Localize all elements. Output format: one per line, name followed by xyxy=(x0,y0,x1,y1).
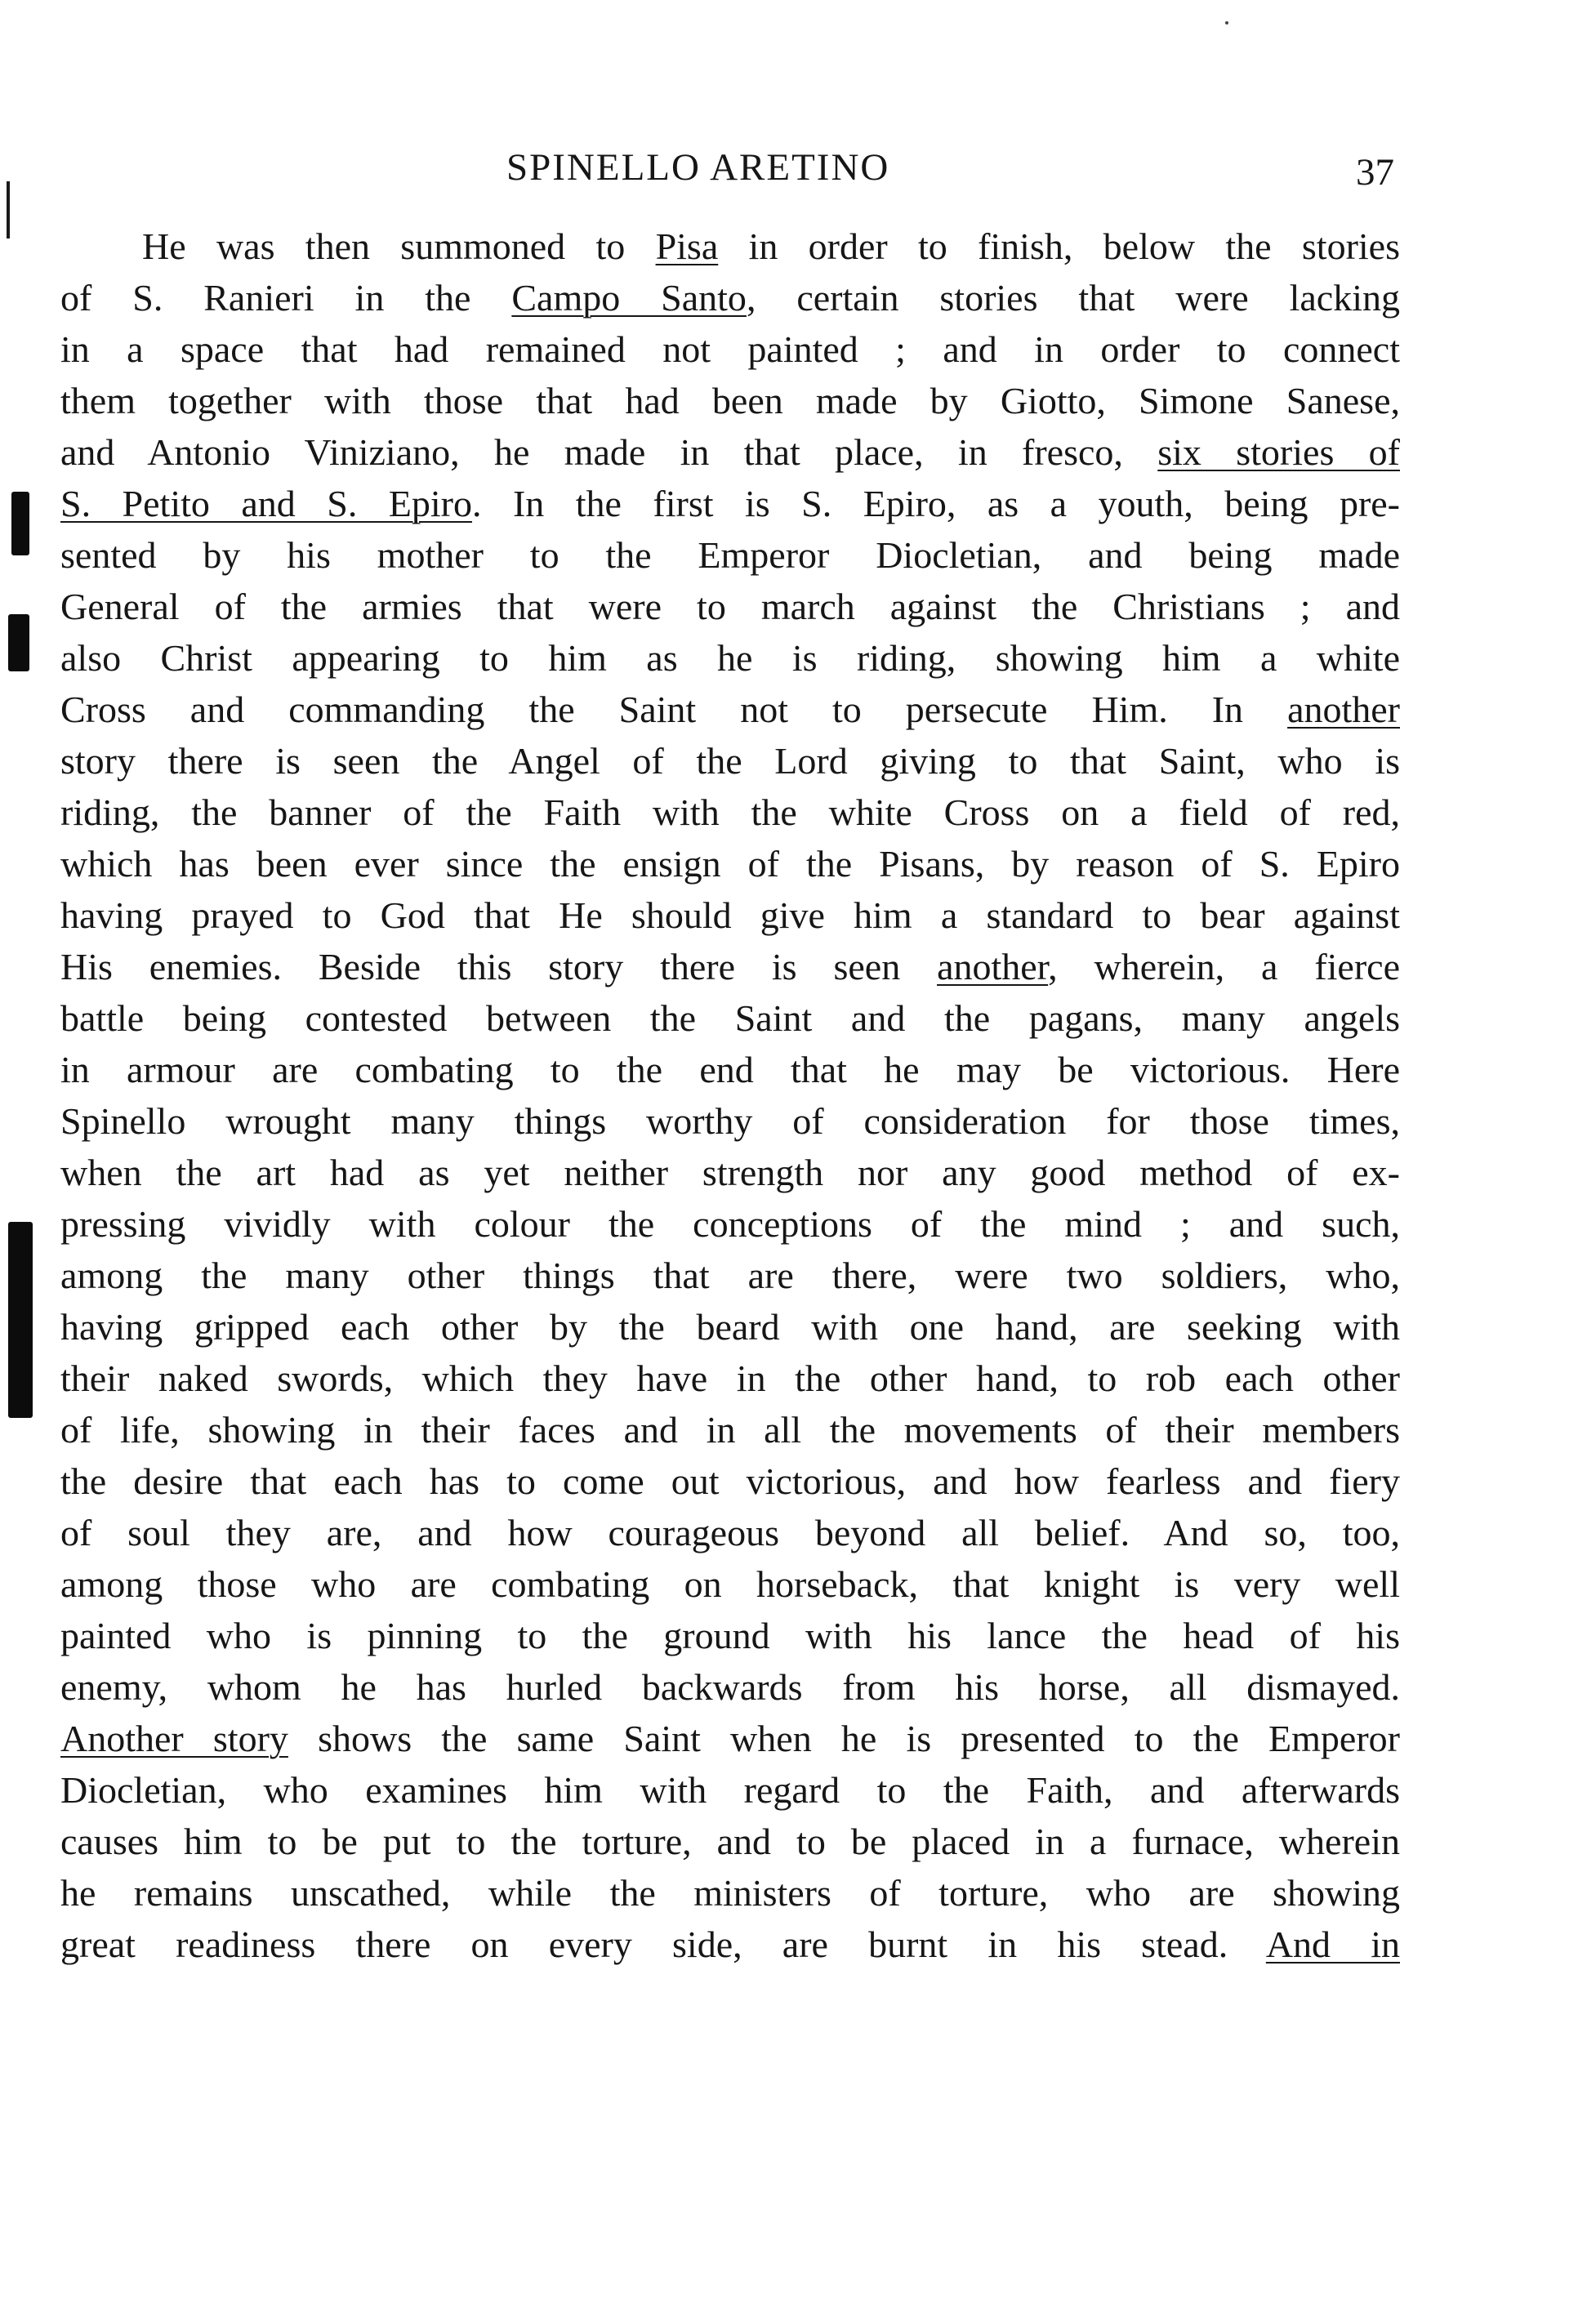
text-line: Another story shows the same Saint when he is presented to the Emperor xyxy=(60,1718,1400,1759)
text-line: of S. Ranieri in the Campo Santo, certain stories that were lacking xyxy=(60,277,1400,319)
text-line: of life, showing in their faces and in all the movements of their members xyxy=(60,1409,1400,1451)
text-line: the desire that each has to come out victorious, and how fearless and fiery xyxy=(60,1460,1400,1502)
text-line: great readiness there on every side, are burnt in his stead. And in xyxy=(60,1923,1400,1965)
underlined-phrase: Pisa xyxy=(655,225,719,267)
text-line: having prayed to God that He should give him a standard to bear against xyxy=(60,894,1400,936)
text-line: Cross and commanding the Saint not to persecute Him. In another xyxy=(60,689,1400,730)
text-line: of soul they are, and how courageous beyond all belief. And so, too, xyxy=(60,1512,1400,1553)
underlined-phrase: another xyxy=(1287,689,1400,730)
text-line: when the art had as yet neither strength nor any good method of ex- xyxy=(60,1152,1400,1193)
underlined-phrase: S. Petito and S. Epiro xyxy=(60,483,472,524)
margin-ink-mark xyxy=(8,614,29,671)
running-head xyxy=(0,139,1596,196)
text-line: in armour are combating to the end that he may be victorious. Here xyxy=(60,1049,1400,1090)
text-line: story there is seen the Angel of the Lord giving to that Saint, who is xyxy=(60,740,1400,782)
text-line: causes him to be put to the torture, and to be placed in a furnace, wherein xyxy=(60,1821,1400,1862)
text-body xyxy=(60,221,1400,1970)
page-number: 37 xyxy=(1356,151,1394,194)
text-line: riding, the banner of the Faith with the white Cross on a field of red, xyxy=(60,791,1400,833)
text-line: them together with those that had been made by Giotto, Simone Sanese, xyxy=(60,380,1400,421)
text-line: among the many other things that are there, were two soldiers, who, xyxy=(60,1255,1400,1296)
text-line: sented by his mother to the Emperor Diocletian, and being made xyxy=(60,534,1400,576)
text-line: enemy, whom he has hurled backwards from his horse, all dismayed. xyxy=(60,1666,1400,1708)
text-line: Diocletian, who examines him with regard to the Faith, and afterwards xyxy=(60,1769,1400,1811)
text-line: in a space that had remained not painted ; and in order to connect xyxy=(60,328,1400,370)
text-line: he remains unscathed, while the ministers of torture, who are showing xyxy=(60,1872,1400,1914)
text-line: pressing vividly with colour the conceptions of the mind ; and such, xyxy=(60,1203,1400,1245)
text-line: He was then summoned to Pisa in order to finish, below the stories xyxy=(142,225,1400,267)
underlined-phrase: Campo Santo xyxy=(511,277,747,319)
running-title: SPINELLO ARETINO xyxy=(506,146,890,189)
text-line: His enemies. Beside this story there is seen another, wherein, a fierce xyxy=(60,946,1400,987)
underlined-phrase: another xyxy=(937,946,1049,987)
scan-speck xyxy=(1225,21,1228,25)
text-line: General of the armies that were to march against the Christians ; and xyxy=(60,586,1400,627)
underlined-phrase: And in xyxy=(1265,1923,1400,1965)
text-line: also Christ appearing to him as he is riding, showing him a white xyxy=(60,637,1400,679)
text-line: S. Petito and S. Epiro. In the first is S. Epiro, as a youth, being pre- xyxy=(60,483,1400,524)
text-line: Spinello wrought many things worthy of consideration for those times, xyxy=(60,1100,1400,1142)
text-line: among those who are combating on horseback, that knight is very well xyxy=(60,1563,1400,1605)
underlined-phrase: Another story xyxy=(60,1718,288,1759)
margin-ink-mark xyxy=(8,1222,33,1418)
text-line: having gripped each other by the beard with one hand, are seeking with xyxy=(60,1306,1400,1348)
text-line: and Antonio Viniziano, he made in that place, in fresco, six stories of xyxy=(60,431,1400,473)
underlined-phrase: six stories of xyxy=(1157,431,1400,473)
text-line: painted who is pinning to the ground with his lance the head of his xyxy=(60,1615,1400,1656)
text-line: battle being contested between the Saint and the pagans, many angels xyxy=(60,997,1400,1039)
text-line: which has been ever since the ensign of the Pisans, by reason of S. Epiro xyxy=(60,843,1400,885)
text-line: their naked swords, which they have in the other hand, to rob each other xyxy=(60,1357,1400,1399)
margin-tick-mark xyxy=(7,181,10,238)
margin-ink-mark xyxy=(11,492,29,555)
